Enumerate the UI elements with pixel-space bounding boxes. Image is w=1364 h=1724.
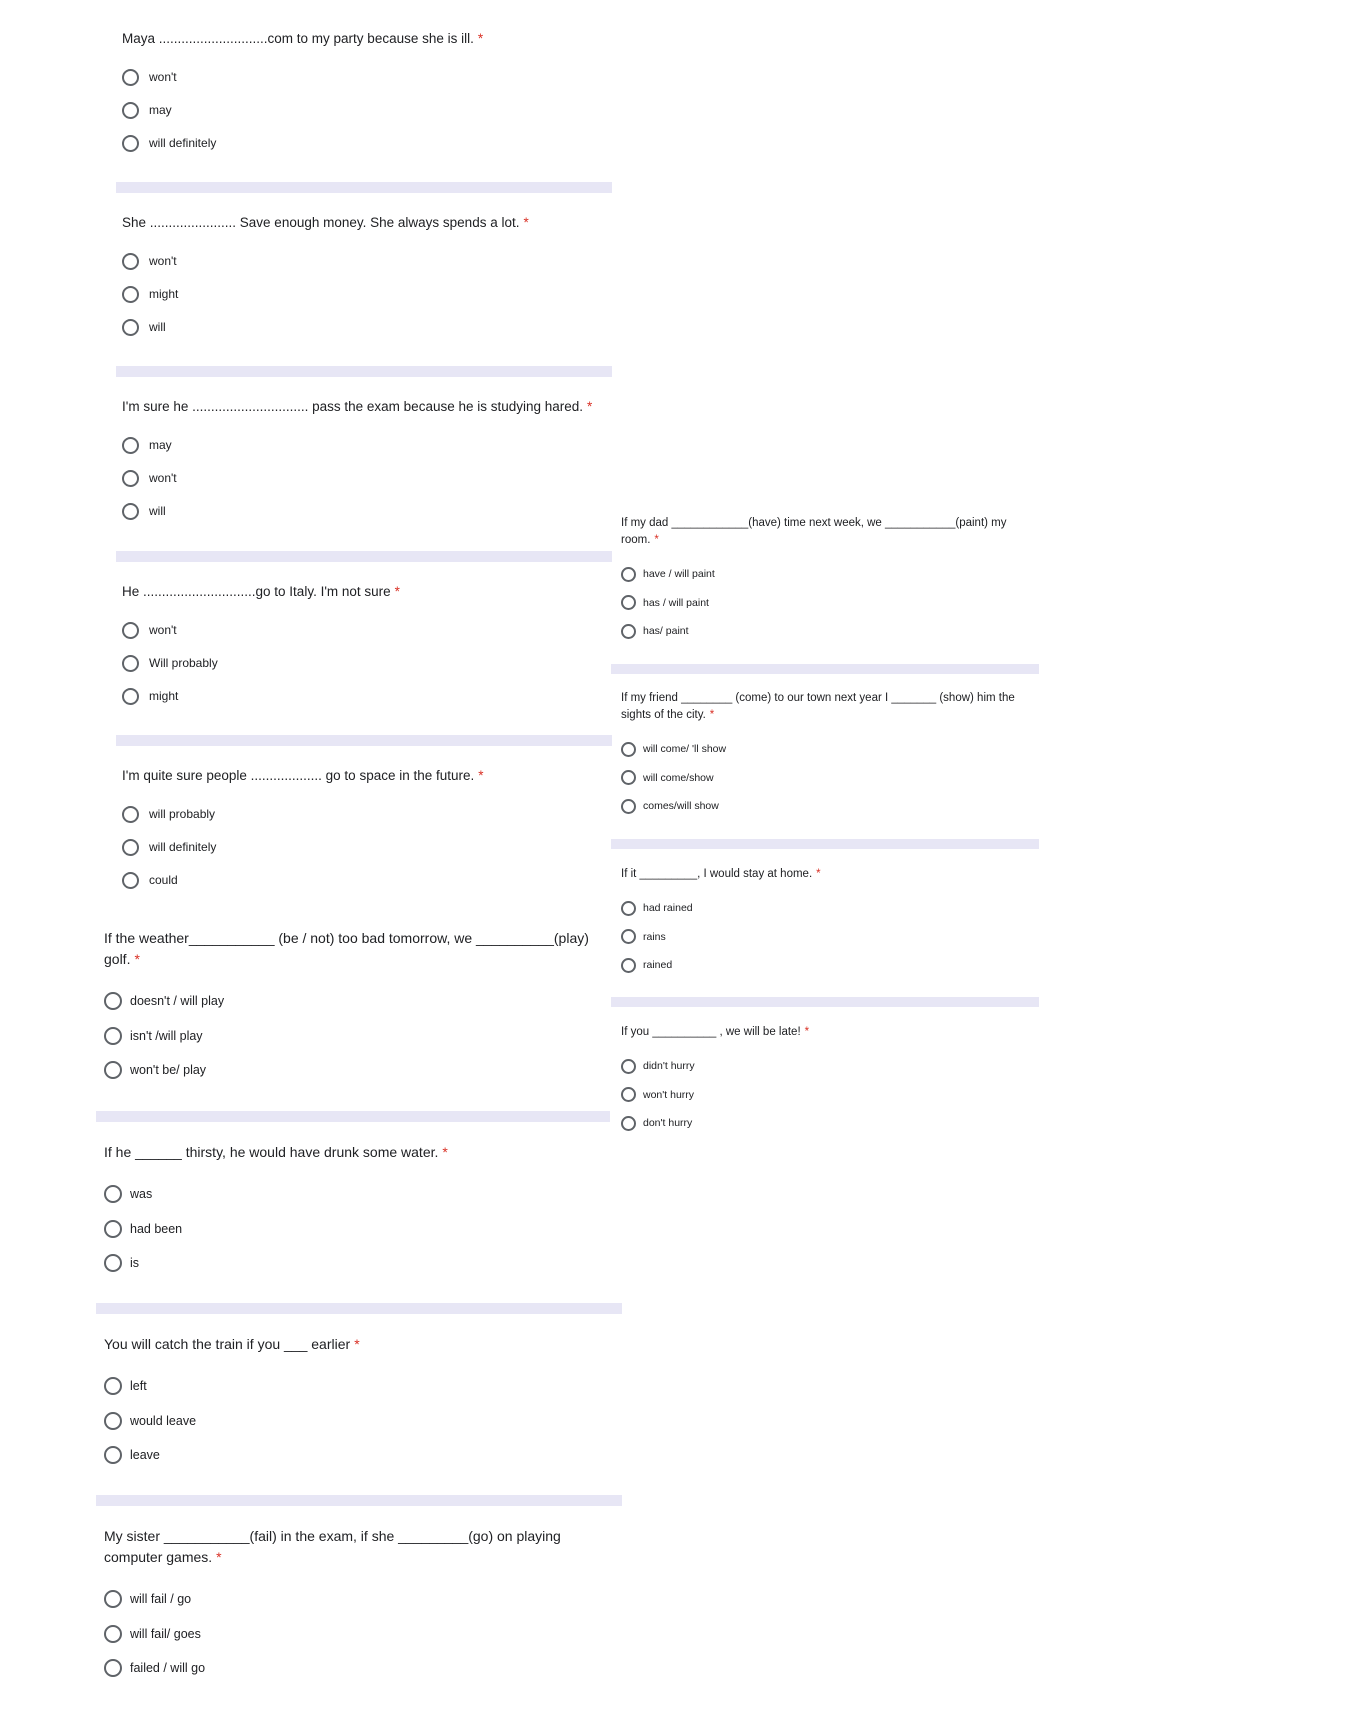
question-separator: [96, 1303, 622, 1314]
option-label: left: [130, 1379, 147, 1394]
radio-option[interactable]: [122, 94, 602, 127]
radio-option[interactable]: [621, 735, 1039, 764]
radio-option[interactable]: [104, 984, 594, 1019]
option-list: [122, 429, 612, 528]
option-list: [122, 245, 602, 344]
radio-button-icon[interactable]: [104, 1185, 122, 1203]
option-label: may: [149, 103, 172, 118]
radio-option[interactable]: [621, 764, 1039, 793]
required-asterisk: *: [442, 1144, 448, 1160]
question-card: [104, 1334, 594, 1473]
radio-option[interactable]: [621, 1052, 1039, 1081]
radio-button-icon[interactable]: [621, 595, 636, 610]
radio-option[interactable]: [104, 1177, 594, 1212]
question-separator: [116, 182, 612, 193]
option-label: won't: [149, 70, 177, 85]
option-list: [104, 1369, 594, 1473]
question-card: [122, 213, 602, 344]
question-separator: [116, 735, 612, 746]
radio-option[interactable]: [122, 278, 602, 311]
radio-button-icon[interactable]: [122, 655, 139, 672]
question-text: [122, 582, 602, 602]
question-text: [621, 1024, 1039, 1041]
question-text: [104, 928, 594, 970]
radio-option[interactable]: [122, 311, 602, 344]
required-asterisk: *: [216, 1549, 222, 1565]
question-label: If my friend ________ (come) to our town next year I _______ (show) him the sights of the city.: [621, 692, 1015, 721]
radio-option[interactable]: [122, 614, 602, 647]
question-separator: [611, 997, 1039, 1007]
required-asterisk: *: [478, 768, 484, 783]
question-label: If you __________ , we will be late!: [621, 1026, 801, 1038]
option-label: won't hurry: [643, 1088, 695, 1101]
option-label: comes/will show: [643, 800, 719, 813]
question-text: [104, 1334, 594, 1355]
option-label: might: [149, 287, 179, 302]
required-asterisk: *: [134, 951, 140, 967]
question-text: [104, 1142, 594, 1163]
radio-option[interactable]: [122, 831, 602, 864]
question-text: [621, 690, 1039, 724]
radio-button-icon[interactable]: [122, 69, 139, 86]
option-list: [122, 614, 602, 713]
required-asterisk: *: [587, 399, 593, 414]
radio-option[interactable]: [104, 1404, 594, 1439]
option-label: have / will paint: [643, 568, 715, 581]
question-separator: [611, 839, 1039, 849]
radio-button-icon[interactable]: [621, 742, 636, 757]
required-asterisk: *: [816, 868, 821, 880]
option-label: isn't /will play: [130, 1028, 203, 1043]
radio-button-icon[interactable]: [122, 806, 139, 823]
radio-option[interactable]: [122, 495, 612, 528]
question-label: If the weather___________ (be / not) too bad tomorrow, we __________(play) golf.: [104, 930, 589, 967]
option-label: might: [149, 689, 179, 704]
required-asterisk: *: [477, 31, 484, 46]
radio-option[interactable]: [122, 462, 612, 495]
radio-button-icon[interactable]: [122, 135, 139, 152]
question-card: [621, 690, 1039, 821]
radio-button-icon[interactable]: [621, 567, 636, 582]
radio-option[interactable]: [104, 1438, 594, 1473]
radio-option[interactable]: [104, 1651, 584, 1686]
radio-option[interactable]: [621, 617, 1039, 646]
radio-button-icon[interactable]: [122, 872, 139, 889]
question-label: My sister ___________(fail) in the exam, if she _________(go) on playing computer games.: [104, 1528, 561, 1565]
question-card: [122, 29, 602, 160]
option-list: [104, 1177, 594, 1281]
radio-button-icon[interactable]: [104, 1625, 122, 1643]
option-label: will fail / go: [130, 1592, 192, 1607]
question-card: [104, 928, 594, 1088]
radio-button-icon[interactable]: [621, 958, 636, 973]
option-list: [621, 1052, 1039, 1138]
question-card: [122, 582, 602, 713]
radio-button-icon[interactable]: [104, 1061, 122, 1079]
question-label: If he ______ thirsty, he would have drunk some water.: [104, 1144, 439, 1160]
radio-button-icon[interactable]: [122, 470, 139, 487]
option-label: will come/ 'll show: [643, 743, 727, 756]
question-separator: [611, 664, 1039, 674]
radio-button-icon[interactable]: [122, 503, 139, 520]
option-label: will fail/ goes: [130, 1626, 201, 1641]
question-label: If my dad ____________(have) time next week, we ___________(paint) my room.: [621, 517, 1007, 546]
option-label: will come/show: [643, 771, 714, 784]
option-label: had rained: [643, 902, 693, 915]
radio-button-icon[interactable]: [104, 1412, 122, 1430]
radio-option[interactable]: [122, 647, 602, 680]
option-list: [104, 984, 594, 1088]
radio-option[interactable]: [104, 1053, 594, 1088]
radio-button-icon[interactable]: [122, 839, 139, 856]
option-label: didn't hurry: [643, 1060, 695, 1073]
radio-option[interactable]: [621, 894, 1039, 923]
question-text: [104, 1526, 584, 1568]
question-label: You will catch the train if you ___ earlier: [104, 1336, 351, 1352]
radio-button-icon[interactable]: [104, 1659, 122, 1677]
required-asterisk: *: [354, 1336, 360, 1352]
radio-button-icon[interactable]: [104, 1254, 122, 1272]
question-card: [104, 1526, 584, 1686]
radio-option[interactable]: [122, 680, 602, 713]
option-label: will: [149, 504, 166, 519]
radio-button-icon[interactable]: [621, 901, 636, 916]
radio-button-icon[interactable]: [104, 992, 122, 1010]
question-card: [122, 766, 602, 897]
question-card: [621, 1024, 1039, 1138]
option-label: may: [149, 438, 172, 453]
radio-option[interactable]: [621, 560, 1039, 589]
required-asterisk: *: [394, 584, 400, 599]
option-list: [621, 735, 1039, 821]
question-label: Maya .............................com to my party because she is ill.: [122, 31, 474, 46]
radio-button-icon[interactable]: [122, 622, 139, 639]
question-card: [104, 1142, 594, 1281]
option-label: doesn't / will play: [130, 994, 225, 1009]
radio-option[interactable]: [621, 792, 1039, 821]
radio-option[interactable]: [104, 1582, 584, 1617]
question-card: [122, 397, 612, 528]
radio-button-icon[interactable]: [104, 1590, 122, 1608]
radio-option[interactable]: [621, 1109, 1039, 1138]
option-list: [104, 1582, 584, 1686]
radio-option[interactable]: [104, 1246, 594, 1281]
radio-option[interactable]: [621, 923, 1039, 952]
radio-button-icon[interactable]: [104, 1220, 122, 1238]
required-asterisk: *: [709, 709, 715, 721]
option-list: [122, 61, 602, 160]
question-card: [621, 866, 1039, 980]
question-text: [122, 213, 602, 233]
option-label: will definitely: [149, 136, 217, 151]
radio-button-icon[interactable]: [122, 102, 139, 119]
radio-button-icon[interactable]: [122, 437, 139, 454]
radio-button-icon[interactable]: [122, 286, 139, 303]
required-asterisk: *: [523, 215, 529, 230]
option-label: would leave: [130, 1413, 197, 1428]
radio-button-icon[interactable]: [621, 1116, 636, 1131]
required-asterisk: *: [654, 534, 659, 546]
option-label: won't: [149, 623, 177, 638]
question-label: I'm quite sure people ................... go to space in the future.: [122, 768, 475, 783]
option-label: failed / will go: [130, 1661, 206, 1676]
option-label: was: [130, 1187, 153, 1202]
question-text: [122, 397, 612, 417]
question-label: She ....................... Save enough money. She always spends a lot.: [122, 215, 520, 230]
option-label: rains: [643, 930, 666, 943]
radio-button-icon[interactable]: [621, 929, 636, 944]
radio-button-icon[interactable]: [621, 1087, 636, 1102]
radio-option[interactable]: [122, 245, 602, 278]
question-label: I'm sure he ............................... pass the exam because he is studying hared.: [122, 399, 584, 414]
question-text: [621, 866, 1039, 883]
option-label: had been: [130, 1221, 183, 1236]
radio-option[interactable]: [122, 798, 602, 831]
option-label: won't be/ play: [130, 1063, 207, 1078]
radio-option[interactable]: [104, 1369, 594, 1404]
radio-option[interactable]: [122, 127, 602, 160]
radio-option[interactable]: [621, 589, 1039, 618]
question-separator: [96, 1495, 622, 1506]
radio-button-icon[interactable]: [104, 1446, 122, 1464]
question-separator: [116, 366, 612, 377]
option-label: has/ paint: [643, 625, 689, 638]
option-label: will probably: [149, 807, 216, 822]
option-label: rained: [643, 959, 673, 972]
radio-button-icon[interactable]: [122, 688, 139, 705]
option-label: leave: [130, 1448, 160, 1463]
radio-option[interactable]: [122, 429, 612, 462]
option-label: won't: [149, 254, 177, 269]
option-list: [122, 798, 602, 897]
radio-button-icon[interactable]: [122, 253, 139, 270]
question-label: He ..............................go to Italy. I'm not sure: [122, 584, 391, 599]
option-list: [621, 894, 1039, 980]
radio-button-icon[interactable]: [104, 1377, 122, 1395]
radio-button-icon[interactable]: [621, 1059, 636, 1074]
option-label: won't: [149, 471, 177, 486]
option-label: don't hurry: [643, 1117, 693, 1130]
radio-option[interactable]: [104, 1019, 594, 1054]
option-label: Will probably: [149, 656, 218, 671]
required-asterisk: *: [804, 1026, 810, 1038]
option-label: has / will paint: [643, 596, 709, 609]
option-label: will definitely: [149, 840, 217, 855]
question-separator: [96, 1111, 610, 1122]
radio-button-icon[interactable]: [122, 319, 139, 336]
question-text: [122, 766, 602, 786]
radio-button-icon[interactable]: [104, 1027, 122, 1045]
question-label: If it _________, I would stay at home.: [621, 868, 813, 880]
option-label: could: [149, 873, 178, 888]
question-text: [122, 29, 602, 49]
radio-button-icon[interactable]: [621, 624, 636, 639]
radio-option[interactable]: [621, 1081, 1039, 1110]
question-separator: [116, 551, 612, 562]
radio-button-icon[interactable]: [621, 799, 636, 814]
radio-option[interactable]: [122, 61, 602, 94]
option-label: will: [149, 320, 166, 335]
option-list: [621, 560, 1039, 646]
option-label: is: [130, 1256, 140, 1271]
radio-option[interactable]: [621, 951, 1039, 980]
radio-option[interactable]: [104, 1617, 584, 1652]
question-text: [621, 515, 1039, 549]
radio-option[interactable]: [104, 1212, 594, 1247]
radio-option[interactable]: [122, 864, 602, 897]
radio-button-icon[interactable]: [621, 770, 636, 785]
question-card: [621, 515, 1039, 646]
